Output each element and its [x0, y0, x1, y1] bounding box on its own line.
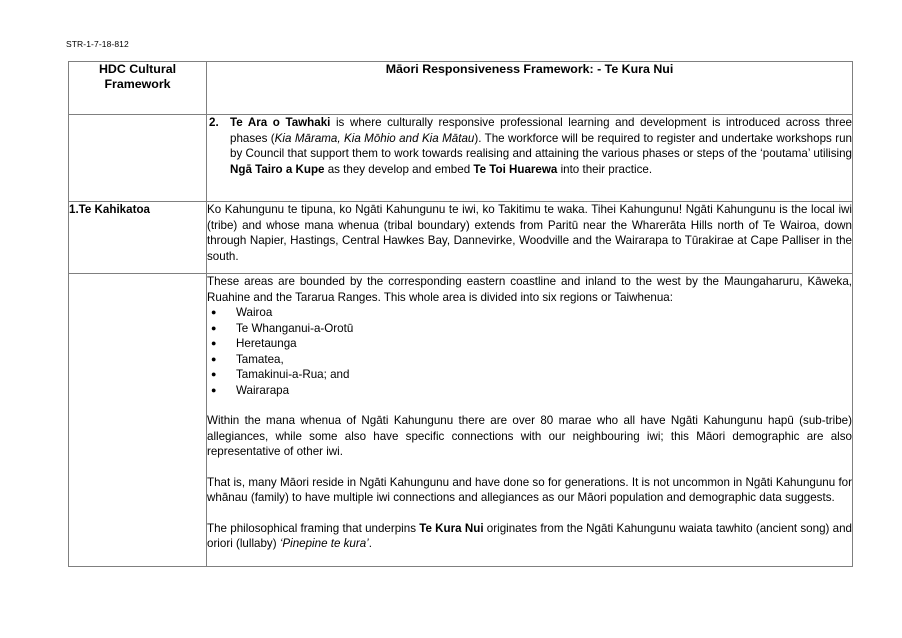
- item-text: Te Ara o Tawhaki is where culturally responsive professional learning and development is introduced across three phases (Kia Mārama, Kia Mōhio and Kia Mātau). The workforce will be required to register and undertake workshops run by Council that support them to work towards realising and attaining the various phases or steps of the ‘poutama’ utilising Ngā Tairo a Kupe as they develop and embed Te Toi Huarewa into their practice.: [230, 116, 852, 176]
- philosophical-framing-paragraph: The philosophical framing that underpins Te Kura Nui originates from the Ngāti Kahungunu waiata tawhito (ancient song) and oriori (lullaby) ‘Pinepine te kura’.: [207, 521, 852, 550]
- framework-table: [68, 61, 853, 567]
- header-responsiveness-framework: Māori Responsiveness Framework: - Te Kura Nui: [207, 62, 853, 115]
- whanau-paragraph: That is, many Māori reside in Ngāti Kahungunu and have done so for generations. It is not uncommon in Ngāti Kahungunu for whānau (family) to have multiple iwi connections and allegiances as our Māori population and demographic data suggests.: [207, 475, 852, 504]
- list-item: ● Te Whanganui-a-Orotū: [211, 321, 354, 335]
- list-item: ● Tamatea,: [211, 352, 284, 366]
- regions-list: [207, 305, 852, 398]
- regions-intro: These areas are bounded by the corresponding eastern coastline and inland to the west by the Maungaharuru, Kāweka, Ruahine and the Tararua Ranges. This whole area is divided into six regions or Taiwhenua:: [207, 275, 852, 304]
- table-row: [69, 202, 853, 274]
- numbered-item: [207, 115, 852, 177]
- table-row: [69, 274, 853, 567]
- empty-label-cell: [69, 115, 207, 202]
- list-item: ● Heretaunga: [211, 337, 297, 350]
- list-item: ● Wairoa: [211, 306, 273, 319]
- te-ara-o-tawhaki-cell: [207, 115, 853, 202]
- marae-paragraph: Within the mana whenua of Ngāti Kahungunu there are over 80 marae who all have Ngāti Kahungunu hapū (sub-tribe) allegiances, while some also have specific connections with our neighbouring iwi; this Māori demographic are also representative of other iwi.: [207, 414, 852, 458]
- table-header-row: [69, 62, 853, 115]
- item-number: 2.: [209, 116, 219, 129]
- empty-label-cell: [69, 274, 207, 567]
- header-cultural-framework: HDC Cultural Framework: [69, 62, 207, 115]
- te-kahikatoa-text: Ko Kahungunu te tipuna, ko Ngāti Kahungunu te iwi, ko Takitimu te waka. Tihei Kahungunu! Ngāti Kahungunu is the local iwi (tribe) and whose mana whenua (tribal boundary) extends from Paritū near the Wharerāta Hills north of Te Wairoa, down through Napier, Hastings, Central Hawkes Bay, Dannevirke, Woodville and the Wairarapa to Tūrakirae at Cape Palliser in the south.: [207, 202, 853, 274]
- list-item: ● Tamakinui-a-Rua; and: [211, 368, 350, 381]
- table-row: [69, 115, 853, 202]
- list-item: ● Wairarapa: [211, 383, 290, 397]
- te-kahikatoa-label: 1.Te Kahikatoa: [69, 202, 207, 274]
- taiwhenua-cell: [207, 274, 853, 567]
- document-reference: STR-1-7-18-812: [66, 39, 129, 49]
